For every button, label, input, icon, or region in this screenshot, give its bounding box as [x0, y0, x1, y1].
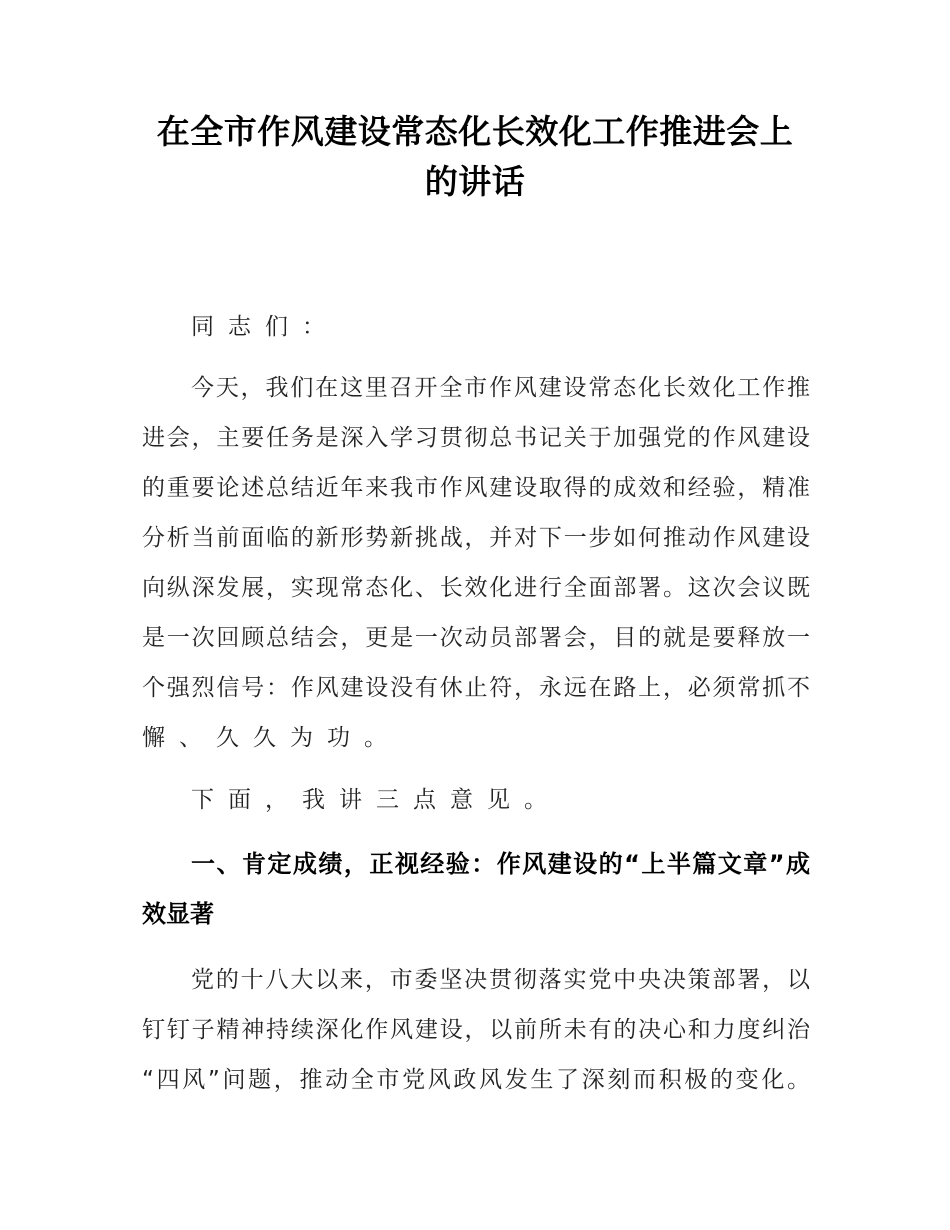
- paragraph-line: 向纵深发展，实现常态化、长效化进行全面部署。这次会议既: [142, 575, 810, 601]
- paragraph-line: 是一次回顾总结会，更是一次动员部署会，目的就是要释放一: [142, 625, 810, 651]
- document-title: [140, 107, 810, 207]
- paragraph-line: 的重要论述总结近年来我市作风建设取得的成效和经验，精准: [142, 475, 810, 501]
- paragraph-line: 今天，我们在这里召开全市作风建设常态化长效化工作推: [191, 375, 810, 401]
- paragraph-line: 钉钉子精神持续深化作风建设，以前所未有的决心和力度纠治: [142, 1017, 810, 1043]
- paragraph-line: 分析当前面临的新形势新挑战，并对下一步如何推动作风建设: [142, 525, 810, 551]
- title-line-2: 的讲话: [424, 162, 526, 201]
- paragraph-line: 党的十八大以来，市委坚决贯彻落实党中央决策部署，以: [191, 967, 810, 993]
- paragraph-line: 进会，主要任务是深入学习贯彻总书记关于加强党的作风建设: [142, 425, 810, 451]
- paragraph-line: 个强烈信号：作风建设没有休止符，永远在路上，必须常抓不: [142, 675, 810, 701]
- paragraph-line: 懈、久久为功。: [142, 725, 401, 751]
- salutation: 同志们：: [191, 314, 339, 340]
- paragraph-line: “四风”问题，推动全市党风政风发生了深刻而积极的变化。: [142, 1067, 810, 1093]
- heading-line: 效显著: [142, 900, 214, 928]
- title-line-1: 在全市作风建设常态化长效化工作推进会上: [156, 112, 794, 151]
- heading-line: 一、肯定成绩，正视经验：作风建设的“上半篇文章”成: [191, 850, 810, 878]
- paragraph-2: 下面，我讲三点意见。: [191, 787, 561, 813]
